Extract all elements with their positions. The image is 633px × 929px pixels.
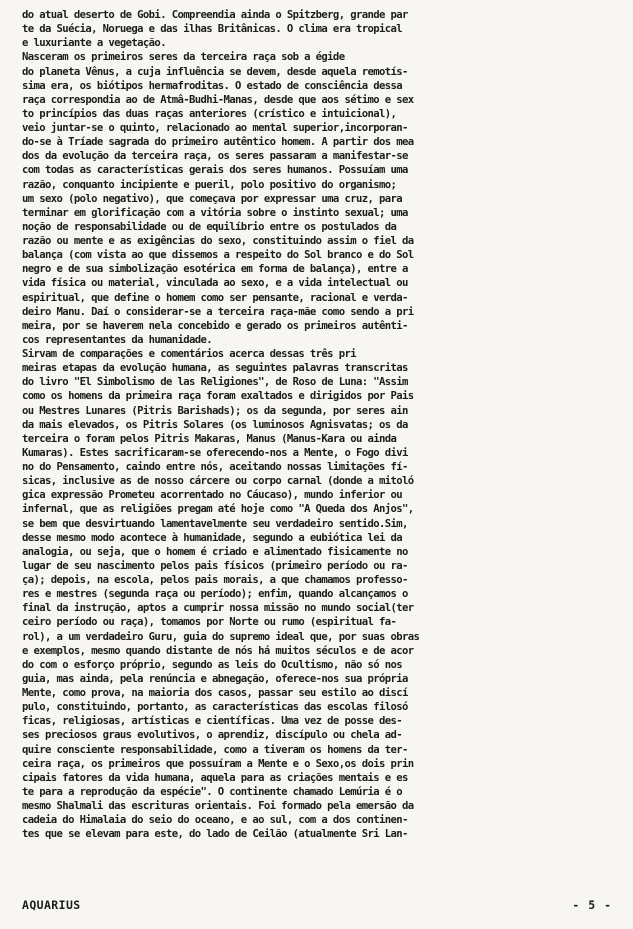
text-line: noção de responsabilidade ou de equilíbrio entre os postulados da (22, 220, 397, 233)
text-line: final da instrução, aptos a cumprir nossa missão no mundo social(ter (22, 602, 414, 615)
text-line: terminar em glorificação com a vitória sobre o instinto sexual; uma (22, 206, 408, 219)
text-line: sima era, os biótipos hermafroditas. O estado de consciência dessa (22, 79, 403, 92)
paragraph-3 (22, 347, 612, 841)
text-line: vida física ou material, vinculada ao sexo, e a vida intelectual ou (22, 277, 408, 290)
text-line: meira, por se haverem nela concebido e gerado os primeiros autênti- (22, 319, 408, 332)
text-line: desse mesmo modo acontece à humanidade, segundo a eubiótica lei da (22, 531, 403, 544)
text-line: rol), a um verdadeiro Guru, guia do supremo ideal que, por suas obras (22, 630, 420, 643)
text-line: terceira o foram pelos Pitris Makaras, Manus (Manus-Kara ou ainda (22, 432, 397, 445)
text-line: Kumaras). Estes sacrificaram-se oferecendo-nos a Mente, o Fogo divi (22, 446, 408, 459)
text-line: do com o esforço próprio, segundo as leis do Ocultismo, não só nos (22, 658, 403, 671)
publication-name: AQUARIUS (22, 898, 81, 912)
text-line: pulo, constituindo, portanto, as características das escolas filosó (22, 701, 408, 714)
text-line: Sirvam de comparações e comentários acerca dessas três pri (22, 348, 356, 360)
text-line: no do Pensamento, caindo entre nós, aceitando nossas limitações fí- (22, 461, 408, 473)
text-line: tes que se elevam para este, do lado de Ceilão (atualmente Sri Lan- (22, 828, 408, 841)
text-line: do livro "El Simbolismo de las Religiones", de Roso de Luna: "Assim (22, 376, 408, 389)
text-line: Nasceram os primeiros seres da terceira raça sob a égide (22, 51, 345, 64)
page-footer (22, 898, 612, 914)
text-line: um sexo (polo negativo), que começava por expressar uma cruz, para (22, 192, 403, 205)
text-line: se bem que desvirtuando lamentavelmente seu verdadeiro sentido.Sim, (22, 517, 408, 530)
text-line: deiro Manu. Daí o considerar-se a terceira raça-mãe como sendo a pri (22, 305, 414, 318)
text-line: balança (com vista ao que dissemos a respeito do Sol branco e do Sol (22, 249, 414, 262)
paragraph-2 (22, 50, 612, 347)
text-line: te da Suécia, Noruega e das ilhas Britânicas. O clima era tropical (22, 23, 403, 36)
text-line: infernal, que as religiões pregam até hoje como "A Queda dos Anjos", (22, 503, 414, 516)
text-line: ça); depois, na escola, pelos pais morais, a que chamamos professo- (22, 574, 408, 586)
text-line: e exemplos, mesmo quando distante de nós há muitos séculos e de acor (22, 644, 414, 657)
text-line: ou Mestres Lunares (Pitris Barishads); os da segunda, por seres ain (22, 404, 408, 417)
text-line: veio juntar-se o quinto, relacionado ao mental superior,incorporan- (22, 122, 408, 134)
text-line: ses preciosos graus evolutivos, o aprendiz, discípulo ou chela ad- (22, 729, 403, 742)
page-number: - 5 - (572, 898, 612, 912)
text-line: meiras etapas da evolução humana, as seguintes palavras transcritas (22, 362, 408, 375)
text-line: analogia, ou seja, que o homem é criado e alimentado fisicamente no (22, 545, 408, 558)
text-line: mesmo Shalmali das escrituras orientais. Foi formado pela emersão da (22, 800, 414, 812)
text-line: guia, mas ainda, pela renúncia e abnegação, oferece-nos sua própria (22, 672, 408, 685)
text-line: cipais fatores da vida humana, aquela para as criações mentais e es (22, 771, 408, 784)
text-line: negro e de sua simbolização esotérica em forma de balança), entre a (22, 263, 408, 276)
text-line: dos da evolução da terceira raça, os seres passaram a manifestar-se (22, 150, 408, 163)
text-line: como os homens da primeira raça foram exaltados e dirigidos por Pais (22, 390, 414, 403)
text-line: sicas, inclusive as de nosso cárcere ou corpo carnal (donde a mitoló (22, 475, 414, 488)
text-line: da mais elevados, os Pitris Solares (os luminosos Agnisvatas; os da (22, 418, 408, 431)
text-line: quire consciente responsabilidade, como a tiveram os homens da ter- (22, 743, 408, 756)
paragraph-1 (22, 8, 612, 50)
text-line: cadeia do Himalaia do seio do oceano, e ao sul, com a dos continen- (22, 814, 408, 827)
text-line: ficas, religiosas, artísticas e científicas. Uma vez de posse des- (22, 715, 403, 728)
text-line: razão ou mente e as exigências do sexo, constituindo assim o fiel da (22, 235, 414, 247)
text-line: Mente, como prova, na maioria dos casos, passar seu estilo ao discí (22, 687, 408, 699)
text-line: gica expressão Prometeu acorrentado no Cáucaso), mundo inferior ou (22, 489, 403, 502)
text-line: raça correspondia ao de Atmâ-Budhi-Manas, desde que aos sétimo e sex (22, 93, 414, 106)
text-line: do planeta Vênus, a cuja influência se devem, desde aquela remotís- (22, 65, 408, 78)
text-line: te para a reprodução da espécie". O continente chamado Lemúria é o (22, 785, 403, 798)
text-line: ceira raça, os primeiros que possuíram a Mente e o Sexo,os dois prin (22, 757, 414, 770)
text-line: lugar de seu nascimento pelos pais físicos (primeiro período ou ra- (22, 559, 408, 572)
text-line: espiritual, que define o homem como ser pensante, racional e verda- (22, 291, 408, 304)
text-line: do-se à Tríade sagrada do primeiro autêntico homem. A partir dos mea (22, 136, 414, 149)
text-line: to princípios das duas raças anteriores (crístico e intuicional), (22, 107, 397, 120)
text-line: res e mestres (segunda raça ou período); enfim, quando alcançamos o (22, 588, 408, 601)
document-body (22, 8, 612, 841)
text-line: cos representantes da humanidade. (22, 333, 213, 346)
text-line: ceiro período ou raça), tomamos por Norte ou rumo (espiritual fa- (22, 616, 397, 629)
text-line: razão, conquanto incipiente e pueril, polo positivo do organismo; (22, 178, 397, 191)
text-line: do atual deserto de Gobi. Compreendia ainda o Spitzberg, grande par (22, 9, 408, 21)
text-line: e luxuriante a vegetação. (22, 37, 166, 50)
text-line: com todas as características gerais dos seres humanos. Possuíam uma (22, 164, 408, 177)
